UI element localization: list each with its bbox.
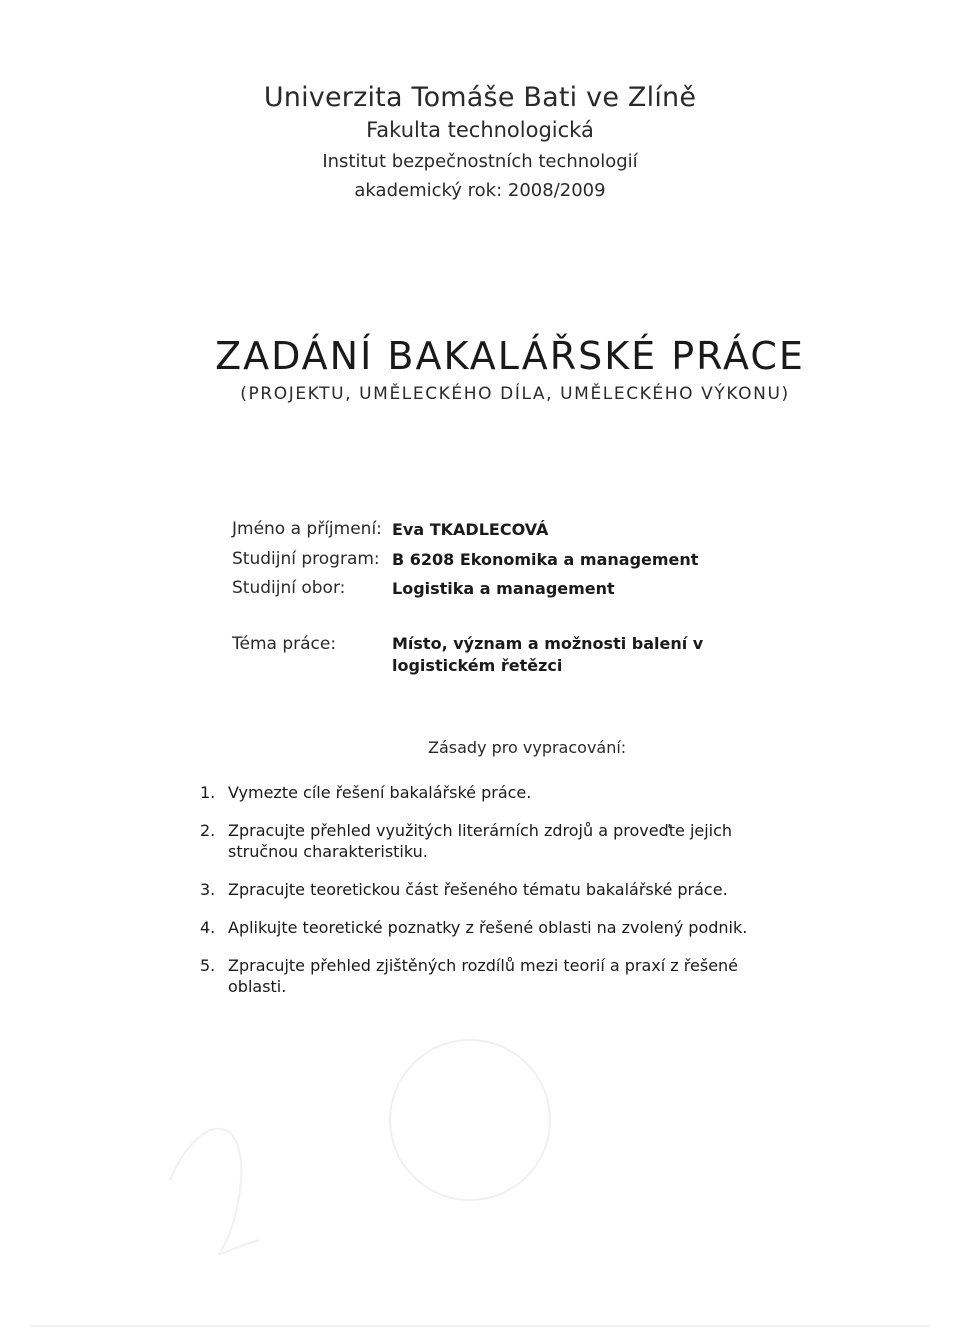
- item-text: Vymezte cíle řešení bakalářské práce.: [228, 783, 532, 802]
- university-name: Univerzita Tomáše Bati ve Zlíně: [263, 82, 697, 113]
- item-number: 4.: [200, 918, 216, 937]
- item-text: Zpracujte přehled využitých literárních zdrojů a proveďte jejich stručnou charakteristiku.: [228, 821, 733, 861]
- list-item: [200, 820, 790, 862]
- document-subtitle: (PROJEKTU, UMĚLECKÉHO DÍLA, UMĚLECKÉHO VÝKONU): [240, 384, 790, 404]
- program-label: Studijní program:: [232, 549, 380, 569]
- item-text: Aplikujte teoretické poznatky z řešené oblasti na zvolený podnik.: [228, 918, 748, 937]
- program-value: B 6208 Ekonomika a management: [392, 550, 699, 569]
- item-number: 3.: [200, 880, 216, 899]
- item-number: 2.: [200, 821, 216, 840]
- institute-name: Institut bezpečnostních technologií: [322, 151, 638, 172]
- list-item: [200, 879, 790, 900]
- list-item: [200, 917, 790, 938]
- branch-label: Studijní obor:: [232, 578, 346, 598]
- item-text: Zpracujte teoretickou část řešeného tématu bakalářské práce.: [228, 880, 728, 899]
- topic-label: Téma práce:: [232, 634, 337, 654]
- list-item: [200, 782, 790, 803]
- list-item: [200, 955, 790, 997]
- academic-year: akademický rok: 2008/2009: [354, 180, 606, 201]
- item-text: Zpracujte přehled zjištěných rozdílů mezi teorií a praxí z řešené oblasti.: [228, 956, 739, 996]
- principles-heading: Zásady pro vypracování:: [428, 738, 627, 757]
- branch-value: Logistika a management: [392, 579, 615, 598]
- name-value: Eva TKADLECOVÁ: [392, 520, 549, 539]
- name-label: Jméno a příjmení:: [232, 519, 382, 539]
- item-number: 1.: [200, 783, 216, 802]
- item-number: 5.: [200, 956, 216, 975]
- document-title: ZADÁNÍ BAKALÁŘSKÉ PRÁCE: [215, 334, 805, 378]
- faculty-name: Fakulta technologická: [366, 118, 594, 142]
- topic-value: Místo, význam a možnosti balení v logistickém řetězci: [392, 634, 704, 675]
- principles-list: [200, 782, 790, 1014]
